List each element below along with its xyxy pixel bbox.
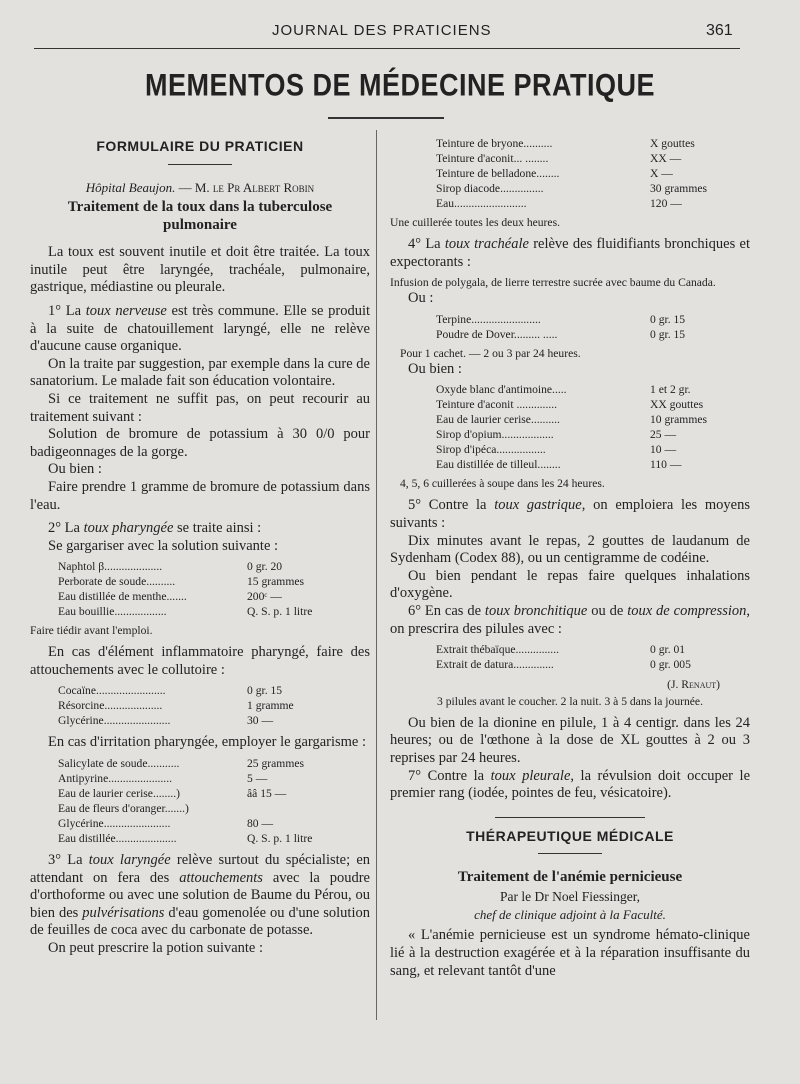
article-subtitle: Traitement de la toux dans la tuberculose pulmonaire [67, 199, 333, 234]
paragraph: 6° En cas de toux bronchitique ou de toux de compression, on prescrira des pilules avec : [390, 602, 751, 637]
paragraph: 1° La toux nerveuse est très commune. Elle se produit à la suite de chatouillement laryngé, elle ne relève d'aucune cause organique. [30, 302, 371, 355]
prescription-row: Eau de laurier cerise........) ââ 15 — [58, 787, 287, 801]
prescription-row: Eau distillée..................... Q. S. p. 1 litre [58, 832, 313, 846]
main-title: MEMENTOS DE MÉDECINE PRATIQUE [144, 67, 656, 103]
paragraph: On la traite par suggestion, par exemple dans la cure de sanatorium. Le malade fait son éducation volontaire. [30, 355, 370, 390]
prescription-row: Eau de fleurs d'oranger.......) [58, 802, 189, 816]
paragraph: Ou bien de la dionine en pilule, 1 à 4 centigr. dans les 24 heures; ou de l'œthone à la dose de XL gouttes à 2 ou 3 reprises par 24 heures. [390, 714, 750, 766]
prescription-row: Oxyde blanc d'antimoine..... 1 et 2 gr. [436, 383, 691, 397]
prescription-table [436, 382, 707, 472]
prescription-row: Sirop d'ipéca................. 10 — [436, 443, 677, 457]
prescription-table [58, 683, 294, 728]
paragraph: 5° Contre la toux gastrique, on emploiera les moyens suivants : [390, 497, 751, 531]
paragraph: 4° La toux trachéale relève des fluidifiants bronchiques et expectorants : [390, 236, 750, 270]
source-person: — M. le Pr Albert Robin [178, 179, 315, 195]
source-place: Hôpital Beaujon. [85, 179, 176, 195]
paragraph: « L'anémie pernicieuse est un syndrome hémato-clinique lié à la destruction exagérée et à la réparation insuffisante du sang, et relevant tantôt d'une [390, 927, 750, 979]
prescription-note: Faire tiédir avant l'emploi. [30, 624, 153, 638]
prescription-row: Sirop diacode............... 30 grammes [436, 182, 707, 195]
prescription-row: Glycérine....................... 80 — [58, 817, 274, 831]
prescription-row: Glycérine....................... 30 — [58, 714, 274, 728]
prescription-row: Résorcine.................... 1 gramme [58, 699, 294, 713]
prescription-table [436, 642, 691, 672]
prescription-row: Teinture d'aconit... ........ XX — [436, 152, 682, 165]
prescription-row: Eau......................... 120 — [436, 197, 682, 210]
prescription-row: Eau distillée de tilleul........ 110 — [436, 458, 682, 472]
prescription-row: Eau de laurier cerise.......... 10 grammes [436, 413, 707, 427]
journal-title: JOURNAL DES PRATICIENS [272, 22, 492, 39]
prescription-row: Eau distillée de menthe....... 200ᶜ — [58, 590, 282, 604]
prescription-row: Eau bouillie.................. Q. S. p. 1 litre [58, 605, 313, 619]
prescription-row: Teinture de bryone.......... X gouttes [436, 137, 695, 150]
paragraph: Ou bien pendant le repas faire quelques inhalations d'oxygène. [390, 567, 750, 602]
section-rule [168, 164, 232, 165]
section-title: FORMULAIRE DU PRATICIEN [96, 138, 304, 154]
prescription-table [436, 312, 685, 342]
column-divider [376, 130, 377, 1020]
page-number: 361 [706, 22, 733, 39]
author-role: chef de clinique adjoint à la Faculté. [474, 906, 666, 922]
section-title: THÉRAPEUTIQUE MÉDICALE [466, 827, 674, 844]
prescription-row: Terpine........................ 0 gr. 15 [436, 312, 686, 326]
prescription-signature: (J. Renaut) [667, 678, 720, 692]
paragraph: Se gargariser avec la solution suivante : [48, 537, 279, 554]
paragraph: 7° Contre la toux pleurale, la révulsion doit occuper le premier rang (iodée, pointes de feu, vésicatoire). [390, 767, 751, 802]
prescription-row: Extrait thébaïque............... 0 gr. 01 [436, 643, 686, 657]
prescription-table [58, 756, 312, 846]
prescription-note: 3 pilules avant le coucher. 2 la nuit. 3 à 5 dans la journée. [437, 694, 703, 708]
section-rule [538, 853, 602, 854]
paragraph: 3° La toux laryngée relève surtout du spécialiste; en attendant on fera des attouchements avec la poudre d'orthoforme ou avec une solution de Baume du Pérou, ou bien des pulvérisations d'eau gomenolée ou d'une solution de feuilles de coca avec du carbonate de potasse. [30, 852, 371, 939]
prescription-row: Naphtol β.................... 0 gr. 20 [58, 560, 283, 574]
prescription-note: 4, 5, 6 cuillerées à soupe dans les 24 heures. [400, 477, 605, 491]
prescription-note: Pour 1 cachet. — 2 ou 3 par 24 heures. [400, 346, 581, 360]
paragraph: Ou bien : [408, 360, 462, 377]
title-rule [328, 117, 444, 119]
prescription-row: Sirop d'opium.................. 25 — [436, 428, 677, 442]
source-line [30, 179, 370, 197]
paragraph: Dix minutes avant le repas, 2 gouttes de laudanum de Sydenham (Codex 88), ou un centigramme de codéine. [390, 532, 750, 567]
paragraph: Faire prendre 1 gramme de bromure de potassium dans l'eau. [30, 478, 370, 513]
prescription-row: Extrait de datura.............. 0 gr. 005 [436, 658, 691, 672]
paragraph: En cas d'irritation pharyngée, employer le gargarisme : [48, 734, 367, 751]
prescription-table [436, 136, 707, 211]
prescription-row: Cocaïne........................ 0 gr. 15 [58, 684, 283, 698]
left-column [30, 132, 370, 958]
paragraph: Solution de bromure de potassium à 30 0/0 pour badigeonnages de la gorge. [30, 426, 370, 460]
paragraph: 2° La toux pharyngée se traite ainsi : [48, 520, 262, 537]
byline: Par le Dr Noel Fiessinger, [499, 889, 641, 905]
section-rule [495, 817, 645, 818]
prescription-row: Teinture de belladone........ X — [436, 167, 673, 180]
paragraph: En cas d'élément inflammatoire pharyngé, faire des attouchements avec le collutoire : [30, 644, 370, 678]
paragraph: Si ce traitement ne suffit pas, on peut recourir au traitement suivant : [30, 390, 370, 425]
right-column [390, 132, 750, 980]
paragraph: On peut prescrire la potion suivante : [48, 940, 264, 957]
prescription-row: Teinture d'aconit .............. XX gouttes [436, 398, 704, 412]
paragraph: La toux est souvent inutile et doit être traitée. La toux inutile peut être laryngée, trachéale, pulmonaire, gastrique, médiastine ou pleurale. [30, 244, 370, 296]
prescription-row: Perborate de soude.......... 15 grammes [58, 575, 304, 589]
prescription-row: Salicylate de soude........... 25 grammes [58, 757, 304, 771]
prescription-row: Antipyrine...................... 5 — [58, 772, 268, 786]
header-rule [34, 48, 740, 49]
running-header [0, 22, 800, 42]
prescription-table [58, 559, 312, 619]
prescription-row: Poudre de Dover......... ..... 0 gr. 15 [436, 327, 686, 341]
paragraph: Ou : [408, 290, 434, 307]
article-subtitle: Traitement de l'anémie pernicieuse [457, 869, 683, 886]
prescription-note: Infusion de polygala, de lierre terrestre sucrée avec baume du Canada. [390, 276, 716, 290]
prescription-note: Une cuillerée toutes les deux heures. [390, 216, 560, 229]
paragraph: Ou bien : [48, 461, 102, 478]
